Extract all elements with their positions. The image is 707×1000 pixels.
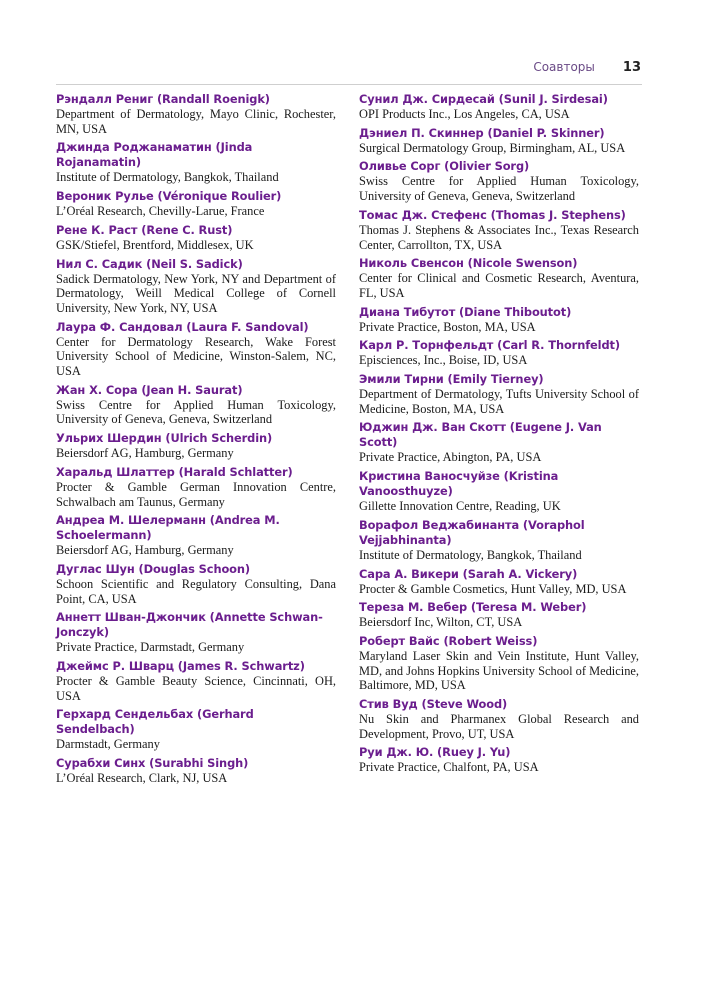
contributor-entry <box>359 697 639 741</box>
contributor-entry <box>359 256 639 300</box>
contributor-affiliation: OPI Products Inc., Los Angeles, CA, USA <box>359 107 570 121</box>
section-title: Соавторы <box>533 60 595 74</box>
contributor-affiliation: Procter & Gamble German Innovation Centre, Schwalbach am Taunus, Germany <box>56 479 336 509</box>
contributor-name: Роберт Вайс (Robert Weiss) <box>359 633 538 648</box>
contributor-entry <box>359 92 639 122</box>
contributor-entry <box>359 518 639 563</box>
contributor-name: Николь Свенсон (Nicole Swenson) <box>359 256 578 271</box>
contributor-name: Тереза М. Вебер (Teresa M. Weber) <box>359 600 587 615</box>
contributor-affiliation: Private Practice, Abington, PA, USA <box>359 450 542 465</box>
contributor-affiliation: Sadick Dermatology, New York, NY and Department of Dermatology, Weill Medical College of Cornell University, New York, NY, USA <box>56 271 336 315</box>
contributor-affiliation: Procter & Gamble Beauty Science, Cincinnati, OH, USA <box>56 674 336 703</box>
contributor-entry <box>56 383 336 427</box>
contributor-name: Дуглас Шун (Douglas Schoon) <box>56 561 251 576</box>
contributor-name: Рене К. Раст (Rene C. Rust) <box>56 222 233 237</box>
contributor-name: Эмили Тирни (Emily Tierney) <box>359 372 544 387</box>
contributor-affiliation: Swiss Centre for Applied Human Toxicology, University of Geneva, Geneva, Switzerland <box>359 174 639 204</box>
contributor-entry <box>56 431 336 461</box>
contributor-affiliation: Institute of Dermatology, Bangkok, Thailand <box>56 170 279 185</box>
contributor-name: Руи Дж. Ю. (Ruey J. Yu) <box>359 745 511 760</box>
contributor-entry <box>359 305 639 335</box>
contributor-affiliation: Department of Dermatology, Tufts University School of Medicine, Boston, MA, USA <box>359 387 639 416</box>
contributor-entry <box>56 659 336 703</box>
contributor-name: Ульрих Шердин (Ulrich Scherdin) <box>56 431 273 446</box>
contributor-name: Кристина Ваносчуйзе (Kristina Vanoosthuyze) <box>359 469 559 499</box>
contributor-name: Харальд Шлаттер (Harald Schlatter) <box>56 464 293 479</box>
contributor-name: Сурабхи Синх (Surabhi Singh) <box>56 756 249 771</box>
contributor-entry <box>359 634 639 693</box>
contributor-name: Карл Р. Торнфельдт (Carl R. Thornfeldt) <box>359 338 620 353</box>
contributor-affiliation: Swiss Centre for Applied Human Toxicology, University of Geneva, Geneva, Switzerland <box>56 397 336 427</box>
contributor-affiliation: GSK/Stiefel, Brentford, Middlesex, UK <box>56 237 254 252</box>
contributor-name: Ворафол Веджабинанта (Voraphol Vejjabhinanta) <box>359 517 585 547</box>
contributor-affiliation: Episciences, Inc., Boise, ID, USA <box>359 353 528 368</box>
contributor-name: Герхард Сендельбах (Gerhard Sendelbach) <box>56 707 254 737</box>
header-divider <box>56 84 642 85</box>
contributor-name: Лаура Ф. Сандовал (Laura F. Sandoval) <box>56 319 309 334</box>
contributor-affiliation: Center for Dermatology Research, Wake Forest University School of Medicine, Winston-Salem, NC, USA <box>56 334 336 379</box>
contributor-affiliation: Schoon Scientific and Regulatory Consulting, Dana Point, CA, USA <box>56 576 336 606</box>
contributor-entry <box>359 600 639 630</box>
contributor-name: Стив Вуд (Steve Wood) <box>359 697 508 712</box>
contributor-affiliation: Private Practice, Boston, MA, USA <box>359 319 536 334</box>
contributor-entry <box>359 567 639 597</box>
contributor-affiliation: Beiersdorf Inc, Wilton, CT, USA <box>359 615 523 630</box>
contributor-name: Оливье Сорг (Olivier Sorg) <box>359 159 530 174</box>
contributor-affiliation: Beiersdorf AG, Hamburg, Germany <box>56 543 234 558</box>
contributor-entry <box>359 372 639 416</box>
contributor-name: Рэндалл Рениг (Randall Roenigk) <box>56 92 270 106</box>
contributor-affiliation: Procter & Gamble Cosmetics, Hunt Valley, MD, USA <box>359 581 627 596</box>
contributor-entry <box>56 610 336 655</box>
contributor-name: Жан Х. Сора (Jean H. Saurat) <box>56 382 243 397</box>
contributor-affiliation: Surgical Dermatology Group, Birmingham, AL, USA <box>359 140 626 155</box>
contributor-affiliation: Private Practice, Darmstadt, Germany <box>56 640 245 655</box>
contributors-column-left <box>56 92 336 790</box>
contributor-entry <box>56 189 336 219</box>
contributors-column-right <box>359 92 639 779</box>
contributor-affiliation: Center for Clinical and Cosmetic Research, Aventura, FL, USA <box>359 271 639 300</box>
contributor-affiliation: Gillette Innovation Centre, Reading, UK <box>359 499 561 514</box>
contributor-name: Дэниел П. Скиннер (Daniel P. Skinner) <box>359 125 605 140</box>
contributor-entry <box>56 513 336 558</box>
contributor-entry <box>56 756 336 786</box>
contributor-affiliation: Maryland Laser Skin and Vein Institute, Hunt Valley, MD, and Johns Hopkins University School of Medicine, Baltimore, MD, USA <box>359 648 639 693</box>
contributor-name: Аннетт Шван-Джончик (Annette Schwan-Jonczyk) <box>56 610 323 640</box>
contributor-entry <box>359 745 639 775</box>
contributor-entry <box>359 420 639 465</box>
contributor-entry <box>56 257 336 316</box>
contributor-name: Диана Тибутот (Diane Thiboutot) <box>359 304 572 319</box>
contributor-affiliation: L’Oréal Research, Chevilly-Larue, France <box>56 204 265 219</box>
contributor-affiliation: L’Oréal Research, Clark, NJ, USA <box>56 771 228 786</box>
contributor-name: Юджин Дж. Ван Скотт (Eugene J. Van Scott) <box>359 420 602 450</box>
contributor-entry <box>56 320 336 379</box>
contributor-affiliation: Department of Dermatology, Mayo Clinic, Rochester, MN, USA <box>56 107 336 136</box>
contributor-affiliation: Institute of Dermatology, Bangkok, Thailand <box>359 547 582 562</box>
contributor-entry <box>56 223 336 253</box>
contributor-entry <box>359 338 639 368</box>
contributor-affiliation: Darmstadt, Germany <box>56 737 160 752</box>
contributor-entry <box>56 707 336 752</box>
contributor-affiliation: Thomas J. Stephens & Associates Inc., Texas Research Center, Carrollton, TX, USA <box>359 222 639 252</box>
contributor-affiliation: Beiersdorf AG, Hamburg, Germany <box>56 446 234 461</box>
contributor-entry <box>359 126 639 156</box>
contributor-entry <box>56 562 336 606</box>
contributor-name: Сара А. Викери (Sarah A. Vickery) <box>359 566 578 581</box>
contributor-name: Джеймс Р. Шварц (James R. Schwartz) <box>56 659 305 674</box>
contributor-entry <box>56 465 336 509</box>
running-head <box>533 60 641 75</box>
contributor-name: Сунил Дж. Сирдесай (Sunil J. Sirdesai) <box>359 92 608 106</box>
contributor-entry <box>359 469 639 514</box>
contributor-name: Джинда Роджанаматин (Jinda Rojanamatin) <box>56 140 253 170</box>
contributor-name: Вероник Рулье (Véronique Roulier) <box>56 189 282 204</box>
contributor-entry <box>359 159 639 203</box>
contributor-entry <box>56 140 336 185</box>
contributor-entry <box>56 92 336 136</box>
contributor-name: Андреа М. Шелерманн (Andrea M. Schoelermann) <box>56 513 280 543</box>
contributor-name: Томас Дж. Стефенс (Thomas J. Stephens) <box>359 207 626 222</box>
contributor-entry <box>359 208 639 252</box>
contributor-affiliation: Private Practice, Chalfont, PA, USA <box>359 760 539 775</box>
page-number: 13 <box>622 60 641 75</box>
contributor-name: Нил С. Садик (Neil S. Sadick) <box>56 256 243 271</box>
contributor-affiliation: Nu Skin and Pharmanex Global Research and Development, Provo, UT, USA <box>359 712 639 741</box>
